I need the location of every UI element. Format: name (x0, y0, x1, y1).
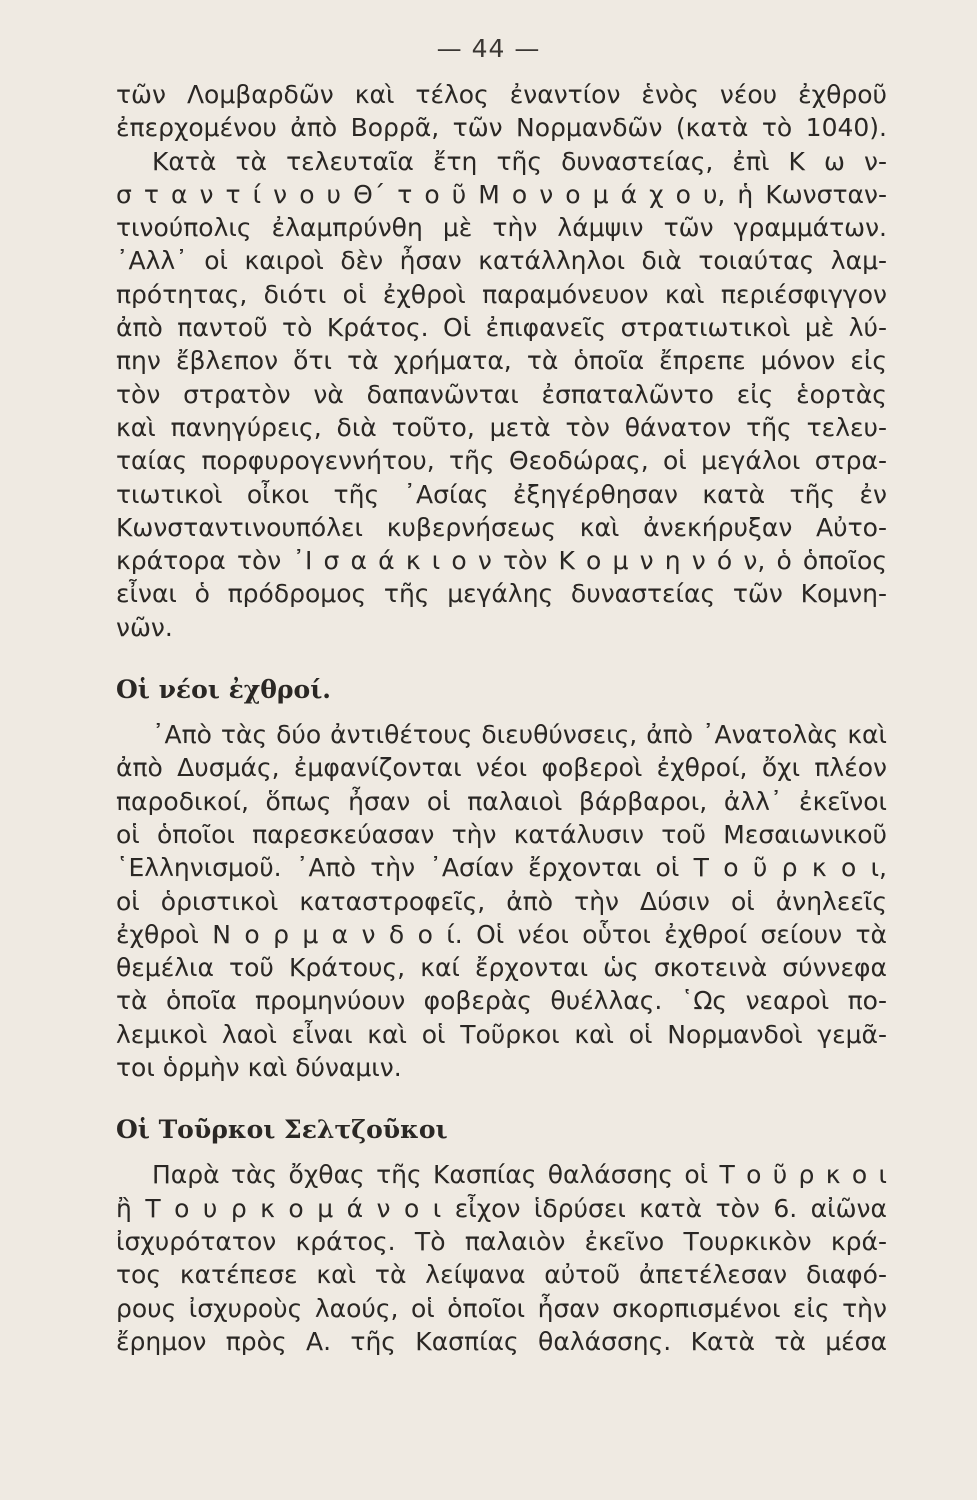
text-line: Παρὰ τὰς ὄχθας τῆς Κασπίας θαλάσσης οἱ Τ ο ῦ ρ κ ο ι (152, 1160, 887, 1190)
text-line: παροδικοί, ὅπως ἦσαν οἱ παλαιοὶ βάρβαροι, ἀλλ᾿ ἐκεῖνοι (116, 786, 887, 816)
text-line: εἶναι ὁ πρόδρομος τῆς μεγάλης δυναστείας τῶν Κομνη- (116, 579, 887, 609)
text-line: κράτορα τὸν ᾿Ι σ α ά κ ι ο ν τὸν Κ ο μ ν η ν ό ν, ὁ ὁποῖος (116, 546, 887, 576)
text-line: ἔρημον πρὸς Α. τῆς Κασπίας θαλάσσης. Κατὰ τὰ μέσα (116, 1326, 887, 1356)
paragraph-1 (116, 78, 887, 644)
text-line: πρότητας, διότι οἱ ἐχθροὶ παραμόνευον καὶ περιέσφιγγον (116, 279, 887, 309)
text-line: ἢ Τ ο υ ρ κ ο μ ά ν ο ι εἶχον ἱδρύσει κατὰ τὸν 6. αἰῶνα (116, 1193, 887, 1223)
text-line: ἀπὸ Δυσμάς, ἐμφανίζονται νέοι φοβεροὶ ἐχθροί, ὄχι πλέον (116, 753, 887, 783)
text-line: τιωτικοὶ οἶκοι τῆς ᾿Ασίας ἐξηγέρθησαν κατὰ τῆς ἐν (116, 479, 887, 509)
text-line: τὰ ὁποῖα προμηνύουν φοβερὰς θυέλλας. ῾Ως νεαροὶ πο- (116, 986, 887, 1016)
paragraph-3 (116, 1158, 887, 1358)
text-line: νῶν. (116, 612, 173, 642)
text-line: ρους ἰσχυροὺς λαούς, οἱ ὁποῖοι ἦσαν σκορπισμένοι εἰς τὴν (116, 1293, 887, 1323)
text-line: Κωνσταντινουπόλει κυβερνήσεως καὶ ἀνεκήρυξαν Αὐτο- (116, 512, 887, 542)
section-heading-seljuk-turks: Οἱ Τοῦρκοι Σελτζοῦκοι (116, 1115, 448, 1145)
text-line: οἱ ὁποῖοι παρεσκεύασαν τὴν κατάλυσιν τοῦ Μεσαιωνικοῦ (116, 819, 887, 849)
text-line: λεμικοὶ λαοὶ εἶναι καὶ οἱ Τοῦρκοι καὶ οἱ Νορμανδοὶ γεμᾶ- (116, 1019, 887, 1049)
text-line: ἰσχυρότατον κράτος. Τὸ παλαιὸν ἐκεῖνο Τουρκικὸν κρά- (116, 1226, 887, 1256)
text-line: καὶ πανηγύρεις, διὰ τοῦτο, μετὰ τὸν θάνατον τῆς τελευ- (116, 412, 887, 442)
paragraph-2 (116, 718, 887, 1084)
text-line: τος κατέπεσε καὶ τὰ λείψανα αὐτοῦ ἀπετέλεσαν διαφό- (116, 1260, 887, 1290)
text-line: σ τ α ν τ ί ν ο υ Θ΄ τ ο ῦ Μ ο ν ο μ ά χ ο υ, ἡ Κωνσταν- (116, 179, 887, 209)
text-line: ᾿Απὸ τὰς δύο ἀντιθέτους διευθύνσεις, ἀπὸ ᾿Ανατολὰς καὶ (152, 720, 887, 750)
text-line: ἐχθροὶ Ν ο ρ μ α ν δ ο ί. Οἱ νέοι οὗτοι ἐχθροί σείουν τὰ (116, 919, 887, 949)
text-line: τὸν στρατὸν νὰ δαπανῶνται ἐσπαταλῶντο εἰς ἑορτὰς (116, 379, 887, 409)
text-line: ἀπὸ παντοῦ τὸ Κράτος. Οἱ ἐπιφανεῖς στρατιωτικοὶ μὲ λύ- (116, 313, 887, 343)
text-line: ῾Ελληνισμοῦ. ᾿Απὸ τὴν ᾿Ασίαν ἔρχονται οἱ Τ ο ῦ ρ κ ο ι, (116, 853, 887, 883)
text-line: πην ἔβλεπον ὅτι τὰ χρήματα, τὰ ὁποῖα ἔπρεπε μόνον εἰς (116, 346, 887, 376)
text-line: ἐπερχομένου ἀπὸ Βορρᾶ, τῶν Νορμανδῶν (κατὰ τὸ 1040). (116, 113, 887, 143)
text-line: τῶν Λομβαρδῶν καὶ τέλος ἐναντίον ἑνὸς νέου ἐχθροῦ (116, 80, 887, 109)
page-number: — 44 — (436, 34, 541, 63)
text-line: ᾿Αλλ᾿ οἱ καιροὶ δὲν ἦσαν κατάλληλοι διὰ τοιαύτας λαμ- (116, 246, 887, 276)
text-line: τινούπολις ἐλαμπρύνθη μὲ τὴν λάμψιν τῶν γραμμάτων. (116, 213, 887, 243)
text-line: τοι ὁρμὴν καὶ δύναμιν. (116, 1053, 402, 1083)
text-line: Κατὰ τὰ τελευταῖα ἔτη τῆς δυναστείας, ἐπὶ Κ ω ν- (152, 146, 887, 176)
text-line: οἱ ὁριστικοὶ καταστροφεῖς, ἀπὸ τὴν Δύσιν οἱ ἀνηλεεῖς (116, 886, 887, 916)
text-line: ταίας πορφυρογεννήτου, τῆς Θεοδώρας, οἱ μεγάλοι στρα- (116, 446, 887, 476)
text-column (116, 78, 887, 1358)
text-line: θεμέλια τοῦ Κράτους, καί ἔρχονται ὡς σκοτεινὰ σύννεφα (116, 953, 887, 983)
section-heading-new-enemies: Οἱ νέοι ἐχθροί. (116, 675, 332, 705)
